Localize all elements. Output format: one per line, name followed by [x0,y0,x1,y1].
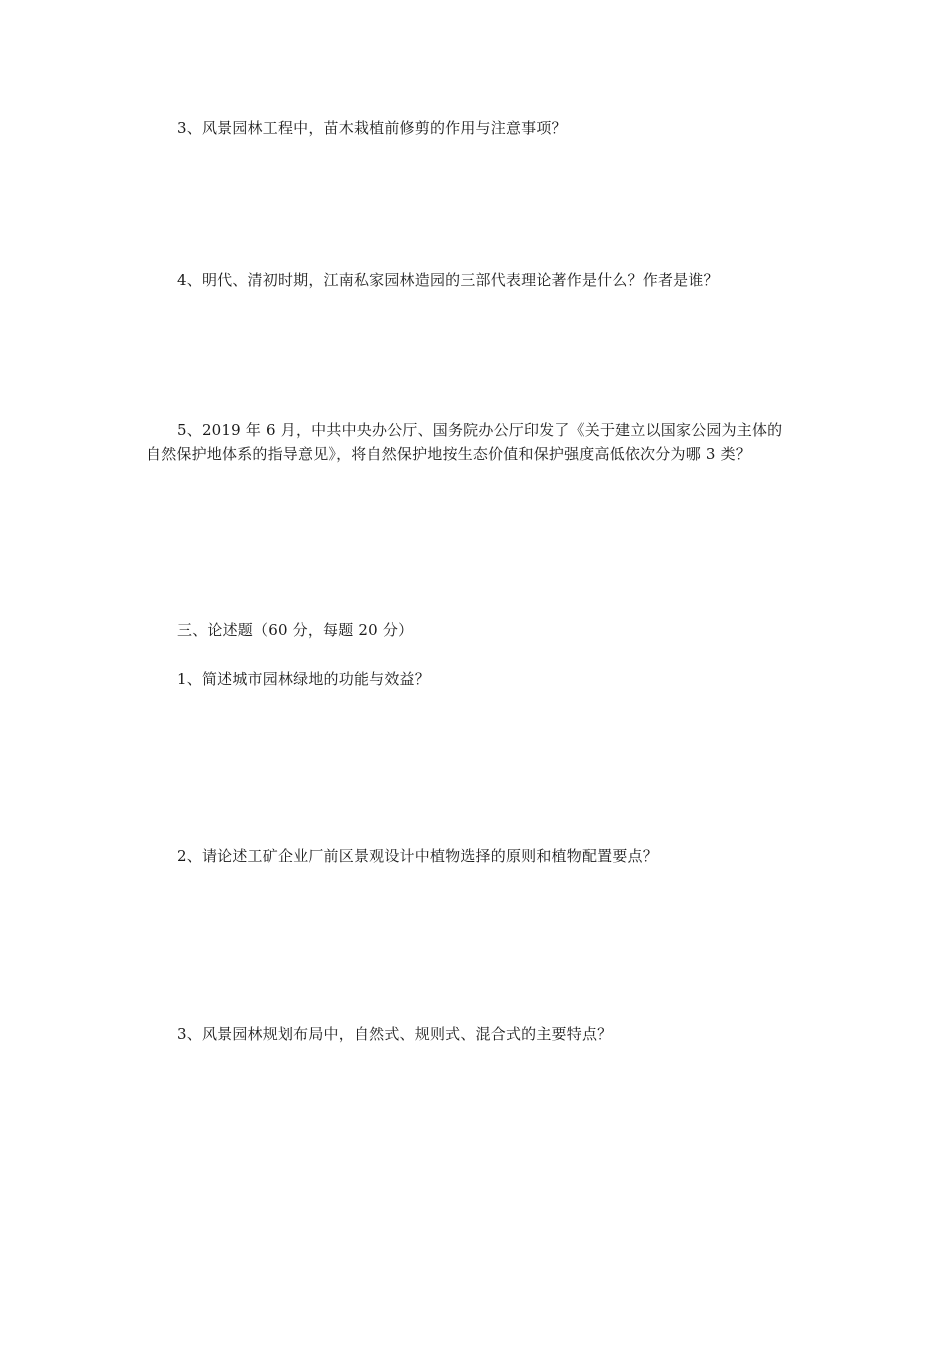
essay-question-1-text: 1、简述城市园林绿地的功能与效益？ [177,670,430,688]
essay-question-3-text: 3、风景园林规划布局中，自然式、规则式、混合式的主要特点？ [177,1025,613,1043]
question-5-text-line-2: 自然保护地体系的指导意见》，将自然保护地按生态价值和保护强度高低依次分为哪 3 类？ [146,445,751,463]
question-5-text-line-1: 5、2019 年 6 月，中共中央办公厅、国务院办公厅印发了《关于建立以国家公园为主体的 [177,421,783,439]
essay-question-2-text: 2、请论述工矿企业厂前区景观设计中植物选择的原则和植物配置要点？ [177,847,658,865]
question-4-text: 4、明代、清初时期，江南私家园林造园的三部代表理论著作是什么？作者是谁？ [177,271,719,289]
section-3-heading: 三、论述题（60 分，每题 20 分） [177,621,414,639]
question-3-text: 3、风景园林工程中，苗木栽植前修剪的作用与注意事项？ [177,119,567,137]
